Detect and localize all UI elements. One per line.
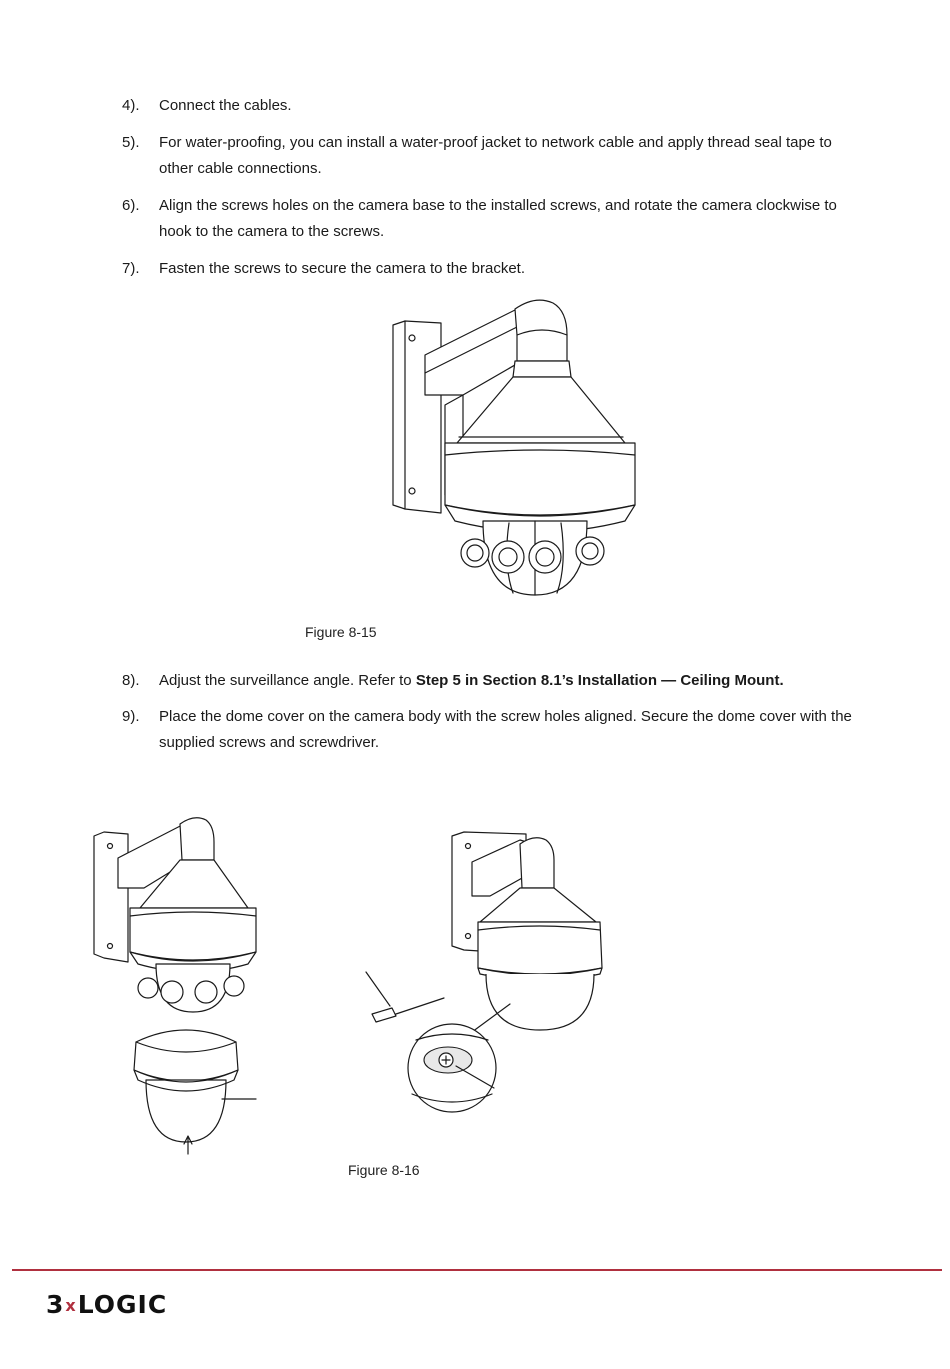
logo-pre: 3 [46,1290,65,1319]
step-number: 8). [122,672,140,689]
step-9 [122,704,862,756]
step-number: 5). [122,134,140,151]
step-text-bold: Step 5 in Section 8.1’s Installation — Ceiling Mount. [415,672,784,689]
camera-dome-cover-illustration [88,812,288,1162]
step-8 [122,668,862,694]
camera-mounted-illustration [385,295,645,605]
logo-x: x [65,1296,77,1315]
step-number: 6). [122,197,140,214]
camera-assembled-illustration [360,828,620,1128]
figure-caption: Figure 8-16 [348,1162,420,1178]
step-5 [122,130,862,182]
step-text: Place the dome cover on the camera body with the screw holes aligned. Secure the dome cover with the supplied screws and screwdriver. [159,708,852,751]
step-number: 4). [122,97,140,114]
brand-logo [46,1290,167,1319]
step-text [159,668,862,694]
footer-rule [12,1269,942,1271]
step-text: For water-proofing, you can install a water-proof jacket to network cable and apply thread seal tape to other cable connections. [159,134,832,177]
step-4 [122,93,862,119]
step-7 [122,256,862,282]
step-number: 7). [122,260,140,277]
step-number: 9). [122,708,140,725]
step-6 [122,193,862,245]
figure-caption: Figure 8-15 [305,624,377,640]
step-text: Align the screws holes on the camera base to the installed screws, and rotate the camera clockwise to hook to the camera to the screws. [159,197,837,240]
logo-post: LOGIC [77,1290,168,1319]
step-text-plain: Adjust the surveillance angle. Refer to [159,672,416,689]
step-text: Connect the cables. [159,97,292,114]
step-text: Fasten the screws to secure the camera to the bracket. [159,260,526,277]
